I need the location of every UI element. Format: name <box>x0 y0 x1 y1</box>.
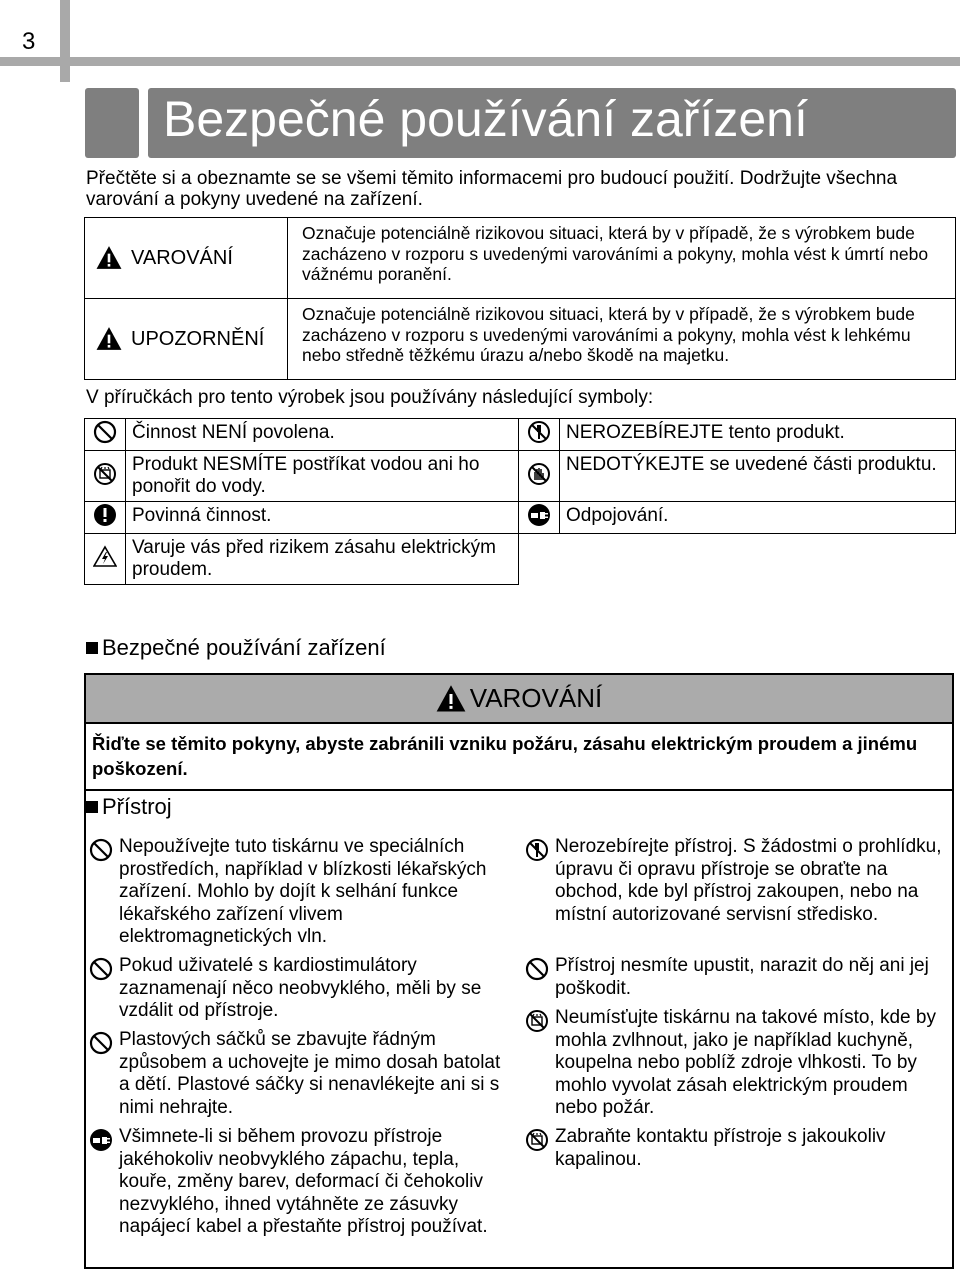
electric-shock-icon <box>93 545 117 569</box>
no-disassemble-icon <box>525 838 549 862</box>
signal-label-caution: UPOZORNĚNÍ <box>131 327 265 350</box>
symbol-mandatory-text: Povinná činnost. <box>126 502 519 534</box>
signal-desc-warning: Označuje potenciálně rizikovou situaci, která by v případě, že s výrobkem bude zacházeno v rozporu s uvedenými varováními a pokyny, mohla vést k úmrtí nebo vážnému poranění. <box>288 218 956 299</box>
signal-row-caution <box>85 299 956 380</box>
symbol-unplug-text: Odpojování. <box>560 502 956 534</box>
intro-text: Přečtěte si a obeznamte se se všemi těmito informacemi pro budoucí použití. Dodržujte všechna varování a pokyny uvedené na zařízení. <box>86 168 898 210</box>
warning-icon <box>436 684 466 714</box>
subsection-title-text: Přístroj <box>102 794 172 819</box>
caution-icon <box>96 326 122 352</box>
list-item-text: Pokud uživatelé s kardiostimulátory zaznamenají něco neobvyklého, měli by se vzdálit od přístroje. <box>119 955 482 1021</box>
list-item <box>89 1126 509 1239</box>
square-bullet-icon <box>86 801 98 813</box>
subsection-title <box>86 794 172 820</box>
symbols-intro: V příručkách pro tento výrobek jsou používány následující symboly: <box>86 387 654 408</box>
divider <box>86 789 952 791</box>
no-water-icon <box>525 1128 549 1152</box>
section-title <box>86 635 386 661</box>
warning-header <box>86 675 952 724</box>
symbol-prohibited-text: Činnost NENÍ povolena. <box>126 419 519 451</box>
prohibited-icon <box>89 957 113 981</box>
signal-label-warning: VAROVÁNÍ <box>131 246 233 269</box>
list-item <box>89 836 509 949</box>
symbols-table <box>84 418 956 585</box>
header-vertical-rule <box>60 0 70 82</box>
prohibited-icon <box>89 1031 113 1055</box>
list-item <box>525 955 955 1000</box>
list-item <box>89 1029 509 1119</box>
symbols-row <box>85 502 956 534</box>
list-item <box>525 836 955 926</box>
unplug-icon <box>527 503 551 527</box>
symbol-no-water-text: Produkt NESMÍTE postříkat vodou ani ho ponořit do vody. <box>126 451 519 502</box>
prohibited-icon <box>89 838 113 862</box>
signal-row-warning <box>85 218 956 299</box>
page-number: 3 <box>22 28 36 55</box>
header-horizontal-rule <box>0 57 960 66</box>
no-touch-icon <box>527 462 551 486</box>
symbols-row <box>85 534 956 585</box>
title-marker-block <box>85 88 139 158</box>
no-disassemble-icon <box>527 420 551 444</box>
warning-intro: Řiďte se těmito pokyny, abyste zabránili vzniku požáru, zásahu elektrickým proudem a jinému poškození. <box>92 733 918 779</box>
warning-header-text: VAROVÁNÍ <box>469 683 603 713</box>
list-item-text: Zabraňte kontaktu přístroje s jakoukoliv kapalinou. <box>555 1126 886 1170</box>
list-item <box>525 1007 955 1120</box>
no-water-icon <box>525 1009 549 1033</box>
list-item-text: Nepoužívejte tuto tiskárnu ve speciálních prostředích, například v blízkosti lékařských zařízení. Mohlo by dojít k selhání funkce lékařského zařízení vlivem elektromagnetických vln. <box>119 836 487 947</box>
prohibited-icon <box>93 420 117 444</box>
signal-desc-caution: Označuje potenciálně rizikovou situaci, která by v případě, že s výrobkem bude zacházeno v rozporu s uvedenými varováními a pokyny, mohla vést k lehkému nebo středně těžkému úrazu a/nebo škodě na majetku. <box>288 299 956 380</box>
symbols-row <box>85 451 956 502</box>
list-item-text: Nerozebírejte přístroj. S žádostmi o prohlídku, úpravu či opravu přístroje se obraťte na obchod, kde byl přístroj zakoupen, nebo na místní autorizované servisní středisko. <box>555 836 942 925</box>
list-item-text: Přístroj nesmíte upustit, narazit do něj ani jej poškodit. <box>555 955 929 999</box>
prohibited-icon <box>525 957 549 981</box>
list-item-text: Plastových sáčků se zbavujte řádným způsobem a uchovejte je mimo dosah batolat a dětí. Plastové sáčky si nenavlékejte ani si s nimi nehrajte. <box>119 1029 501 1118</box>
symbol-electric-text: Varuje vás před rizikem zásahu elektrickým proudem. <box>126 534 519 585</box>
list-item <box>525 1126 955 1171</box>
symbol-no-disassemble-text: NEROZEBÍREJTE tento produkt. <box>560 419 956 451</box>
symbol-no-touch-text: NEDOTÝKEJTE se uvedené části produktu. <box>560 451 956 502</box>
square-bullet-icon <box>86 642 98 654</box>
mandatory-icon <box>93 503 117 527</box>
section-title-text: Bezpečné používání zařízení <box>102 635 386 660</box>
signal-words-table <box>84 217 956 380</box>
symbols-row <box>85 419 956 451</box>
list-item-text: Neumísťujte tiskárnu na takové místo, kde by mohla zvlhnout, jako je například kuchyně, koupelna nebo poblíž zdroje vlhkosti. To by mohlo vyvolat zásah elektrickým proudem nebo požár. <box>555 1007 936 1118</box>
no-water-icon <box>93 462 117 486</box>
list-item-text: Všimnete-li si během provozu přístroje jakéhokoliv neobvyklého zápachu, tepla, kouře, změny barev, deformací či čehokoliv nezvyklého, ihned vytáhněte ze zásuvky napájecí kabel a přestaňte přístroj používat. <box>119 1126 488 1237</box>
unplug-icon <box>89 1128 113 1152</box>
warning-icon <box>96 245 122 271</box>
list-item <box>89 955 509 1023</box>
page-title: Bezpečné používání zařízení <box>163 91 808 147</box>
